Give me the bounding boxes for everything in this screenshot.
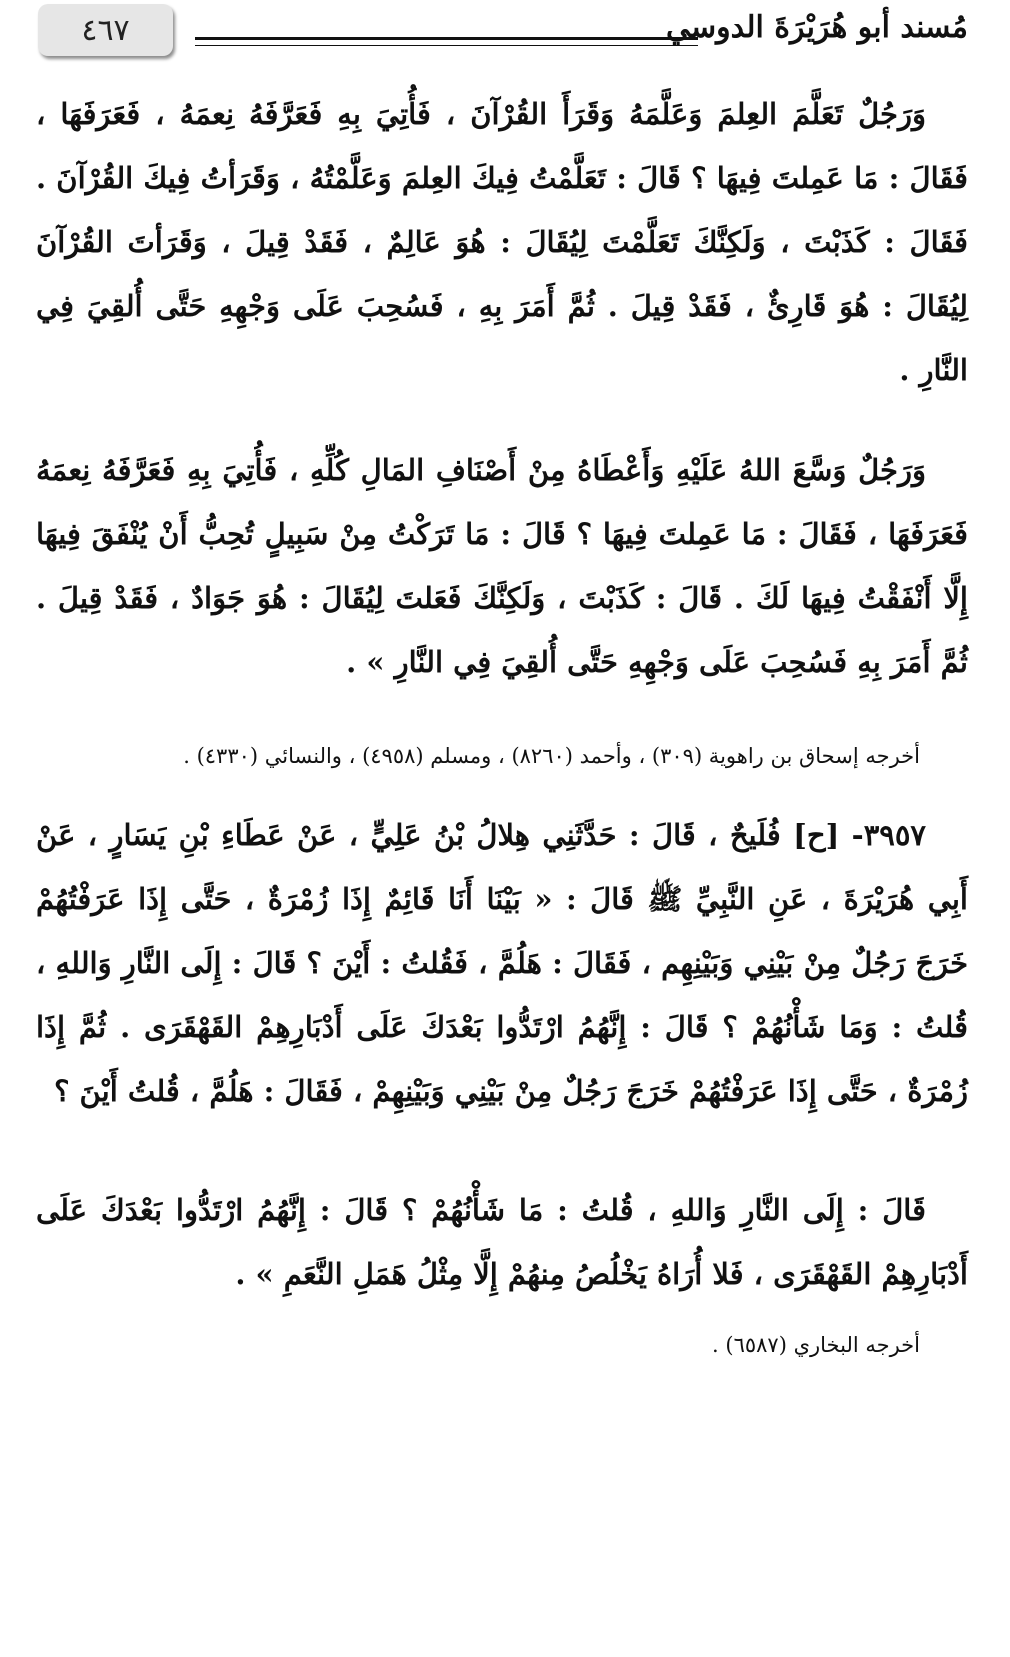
- paragraph-hadith-3957-cont: قَالَ : إِلَى النَّارِ وَاللهِ ، قُلتُ : مَا شَأْنُهُمْ ؟ قَالَ : إِنَّهُمُ ارْتَدُّوا بَعْدَكَ عَلَى أَدْبَارِهِمْ القَهْقَرَى ، فَلا أُرَاهُ يَخْلُصُ مِنهُمْ إِلَّا مِثْلُ هَمَلِ النَّعَمِ » .: [36, 1193, 968, 1291]
- page-header: [0, 0, 1010, 60]
- header-rule-thick: [195, 37, 698, 40]
- hadith-text-block-1: [36, 82, 968, 402]
- paragraph-hadith-3957: ٣٩٥٧- [ح] فُلَيحٌ ، قَالَ : حَدَّثَنِي هِلالُ بْنُ عَلِيٍّ ، عَنْ عَطَاءِ بْنِ يَسَارٍ ، عَنْ أَبِي هُرَيْرَةَ ، عَنِ النَّبِيِّ ﷺ قَالَ : « بَيْنَا أَنَا قَائِمٌ إِذَا زُمْرَةٌ ، حَتَّى إِذَا عَرَفْتُهُمْ خَرَجَ رَجُلٌ مِنْ بَيْنِي وَبَيْنِهِم ، فَقَالَ : هَلُمَّ ، فَقُلتُ : أَيْنَ ؟ قَالَ : إِلَى النَّارِ وَاللهِ ، قُلتُ : وَمَا شَأْنُهُمْ ؟ قَالَ : إِنَّهُمُ ارْتَدُّوا بَعْدَكَ عَلَى أَدْبَارِهِمْ القَهْقَرَى . ثُمَّ إِذَا زُمْرَةٌ ، حَتَّى إِذَا عَرَفْتُهُمْ خَرَجَ رَجُلٌ مِنْ بَيْنِي وَبَيْنِهِمْ ، فَقَالَ : هَلُمَّ ، قُلتُ أَيْنَ ؟: [36, 818, 968, 1108]
- paragraph-wealthy: وَرَجُلٌ وَسَّعَ اللهُ عَلَيْهِ وَأَعْطَاهُ مِنْ أَصْنَافِ المَالِ كُلِّهِ ، فَأُتِيَ بِهِ فَعَرَّفَهُ نِعمَهُ فَعَرَفَهَا ، فَقَالَ : مَا عَمِلتَ فِيهَا ؟ قَالَ : مَا تَرَكْتُ مِنْ سَبِيلٍ تُحِبُّ أَنْ يُنْفَقَ فِيهَا إِلَّا أَنْفَقْتُ فِيهَا لَكَ . قَالَ : كَذَبْتَ ، وَلَكِنَّكَ فَعَلتَ لِيُقَالَ : هُوَ جَوَادٌ ، فَقَدْ قِيلَ . ثُمَّ أَمَرَ بِهِ فَسُحِبَ عَلَى وَجْهِهِ حَتَّى أُلقِيَ فِي النَّارِ » .: [36, 453, 968, 679]
- paragraph-scholar: وَرَجُلٌ تَعَلَّمَ العِلمَ وَعَلَّمَهُ وَقَرَأَ القُرْآنَ ، فَأُتِيَ بِهِ فَعَرَّفَهُ نِعمَهُ ، فَعَرَفَهَا ، فَقَالَ : مَا عَمِلتَ فِيهَا ؟ قَالَ : تَعَلَّمْتُ فِيكَ العِلمَ وَعَلَّمْتُهُ ، وَقَرَأتُ فِيكَ القُرْآنَ . فَقَالَ : كَذَبْتَ ، وَلَكِنَّكَ تَعَلَّمْتَ لِيُقَالَ : هُوَ عَالِمٌ ، فَقَدْ قِيلَ ، وَقَرَأتَ القُرْآنَ لِيُقَالَ : هُوَ قَارِئٌ ، فَقَدْ قِيلَ . ثُمَّ أَمَرَ بِهِ ، فَسُحِبَ عَلَى وَجْهِهِ حَتَّى أُلقِيَ فِي النَّارِ .: [36, 97, 968, 387]
- source-note-2: أخرجه البخاري (٦٥٨٧) .: [712, 1333, 920, 1357]
- source-block-2: [36, 1329, 968, 1361]
- source-block-1: [36, 740, 968, 772]
- hadith-text-block-2: [36, 438, 968, 694]
- running-title: مُسند أبو هُرَيْرَةَ الدوسي: [666, 10, 968, 45]
- hadith-text-block-4: [36, 1178, 968, 1306]
- page-number: ٤٦٧: [38, 4, 173, 56]
- header-rule-thin: [195, 45, 698, 46]
- source-note-1: أخرجه إسحاق بن راهوية (٣٠٩) ، وأحمد (٨٢٦٠) ، ومسلم (٤٩٥٨) ، والنسائي (٤٣٣٠) .: [183, 744, 920, 768]
- hadith-text-block-3: [36, 803, 968, 1123]
